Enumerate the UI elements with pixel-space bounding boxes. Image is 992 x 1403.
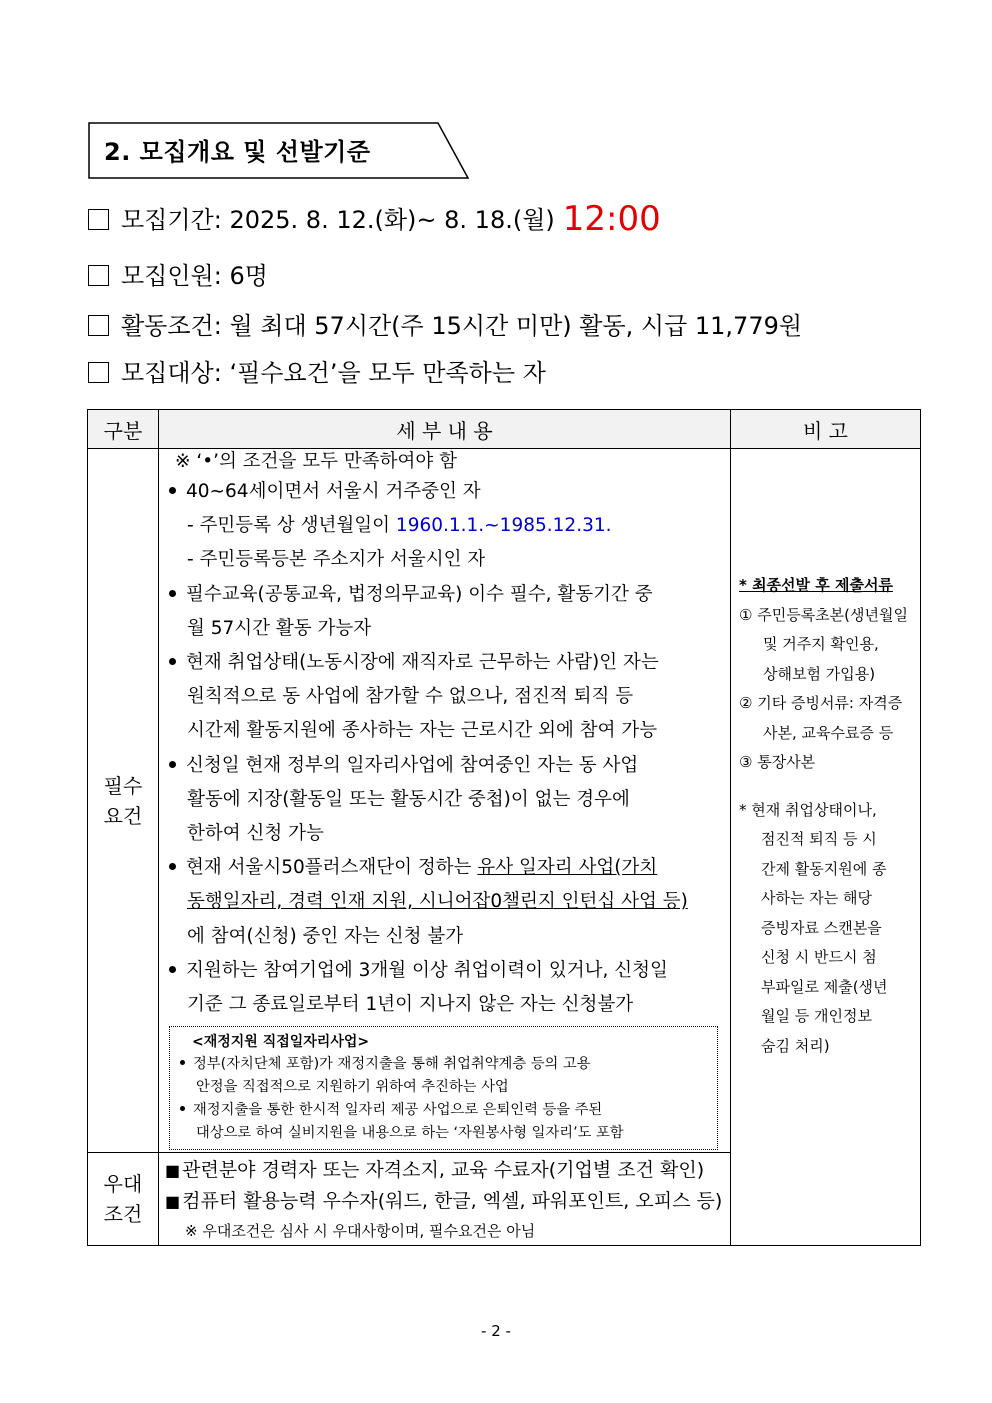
list-item: 월 57시간 활동 가능자 [187,617,372,639]
bullet-period [88,199,661,239]
list-item: ※ ‘•’의 조건을 모두 만족하여야 함 [175,451,458,472]
list-item: 현재 취업상태(노동시장에 재직자로 근무하는 사람)인 자는 [165,646,722,680]
info-box-title: <재정지원 직접일자리사업> [192,1034,370,1051]
direct-jobs-info-box [169,1026,718,1150]
bullet-value: 2025. 8. 12.(화)~ 8. 18.(월) [229,206,555,234]
list-item: 원칙적으로 동 사업에 참가할 수 없으나, 점진적 퇴직 등 [187,686,634,708]
checkbox-square-icon [88,362,109,383]
table-header-row [88,410,921,449]
criteria-table [87,409,921,1246]
list-item: 시간제 활동지원에 종사하는 자는 근로시간 외에 참여 가능 [187,720,658,742]
bullet-dot-icon [169,966,176,973]
remarks-line: 사본, 교육수료증 등 [763,723,894,742]
list-item: 지원하는 참여기업에 3개월 이상 취업이력이 있거나, 신청일 [165,954,722,988]
remarks-line: 상해보험 가입용) [763,664,876,683]
bullet-value: ‘필수요건’을 모두 만족하는 자 [229,359,546,387]
list-item: 기준 그 종료일로부터 1년이 지나지 않은 자는 신청불가 [187,994,634,1016]
checkbox-square-icon [88,209,109,230]
remarks-line: 및 거주지 확인용, [763,635,879,653]
bullet-label: 모집인원: [121,262,222,290]
remarks-note: 월일 등 개인정보 [761,1007,872,1025]
bullet-dot-icon [180,1060,185,1065]
remarks-title: * 최종선발 후 제출서류 [739,576,893,594]
info-box-item: 재정지출을 통한 한시적 일자리 제공 사업으로 은퇴인력 등을 주된 [178,1099,709,1122]
remarks-note: 점진적 퇴직 등 시 [761,830,877,848]
header-category: 구분 [88,410,159,449]
list-item: ■ 관련분야 경력자 또는 자격소지, 교육 수료자(기업별 조건 확인) [165,1159,705,1182]
remarks-note: 숨김 처리) [761,1036,830,1055]
bullet-target [88,357,546,389]
info-box-item: 대상으로 하여 실비지원을 내용으로 하는 ‘자원봉사형 일자리’도 포함 [196,1125,624,1142]
bullet-dot-icon [169,761,176,768]
bullet-dot-icon [169,863,176,870]
remarks-note: 사하는 자는 해당 [761,889,872,907]
checkbox-square-icon [88,315,109,336]
deadline-time: 12:00 [562,199,661,239]
remarks-line: ① 주민등록초본(생년월일 [739,605,908,624]
bullet-value: 월 최대 57시간(주 15시간 미만) 활동, 시급 11,779원 [229,312,803,340]
info-box-item: 안정을 직접적으로 지원하기 위하여 추진하는 사업 [196,1079,509,1096]
preferred-content [159,1153,731,1246]
list-item: 신청일 현재 정부의 일자리사업에 참여중인 자는 동 사업 [165,749,722,783]
preferred-note: ※ 우대조건은 심사 시 우대사항이며, 필수요건은 아님 [185,1222,536,1241]
list-item: 40~64세이면서 서울시 거주중인 자 [165,475,722,509]
remarks-note: 부파일로 제출(생년 [761,977,888,996]
bullet-conditions [88,310,802,342]
bullet-value: 6명 [229,262,268,290]
remarks-line: ② 기타 증빙서류: 자격증 [739,694,903,712]
bullet-dot-icon [169,487,176,494]
bullet-headcount [88,260,268,292]
list-item: 에 참여(신청) 중인 자는 신청 불가 [187,925,464,947]
section-heading [88,122,468,178]
list-item: 필수교육(공통교육, 법정의무교육) 이수 필수, 활동기간 중 [165,578,722,612]
bullet-label: 활동조건: [121,312,222,340]
square-bullet-icon: ■ [165,1192,181,1212]
remarks-note: 신청 시 반드시 첨 [761,948,877,966]
checkbox-square-icon [88,265,109,286]
remarks-note: 증빙자료 스캔본을 [761,918,882,937]
bullet-dot-icon [169,590,176,597]
list-item: - 주민등록등본 주소지가 서울시인 자 [187,549,486,571]
list-item: ■ 컴퓨터 활용능력 우수자(워드, 한글, 엑셀, 파워포인트, 오피스 등) [165,1190,723,1213]
list-item: 한하여 신청 가능 [187,823,324,845]
info-box-item: 정부(자치단체 포함)가 재정지출을 통해 취업취약계층 등의 고용 [178,1053,709,1076]
page-number: - 2 - [481,1322,511,1340]
bullet-label: 모집기간: [121,206,222,234]
list-item: 현재 서울시50플러스재단이 정하는 유사 일자리 사업(가치 [165,851,722,885]
square-bullet-icon: ■ [165,1161,181,1181]
list-item: 동행일자리, 경력 인재 지원, 시니어잡0챌린지 인턴십 사업 등) [187,891,688,913]
birthdate-range: 1960.1.1.~1985.12.31. [395,515,612,537]
remarks-note: * 현재 취업상태이나, [739,800,877,819]
bullet-dot-icon [180,1106,185,1111]
remarks-cell [731,449,921,1246]
preferred-label: 우대 조건 [88,1153,159,1246]
remarks-line: ③ 통장사본 [739,753,816,771]
required-content [159,449,731,1153]
remarks-note: 간제 활동지원에 종 [761,859,887,878]
bullet-label: 모집대상: [121,359,222,387]
header-remarks: 비 고 [731,410,921,449]
list-item: 활동에 지장(활동일 또는 활동시간 중첩)이 없는 경우에 [187,788,630,810]
required-label: 필수 요건 [88,449,159,1153]
list-item: - 주민등록 상 생년월일이 1960.1.1.~1985.12.31. [187,515,612,537]
header-details: 세 부 내 용 [159,410,731,449]
required-row [88,449,921,1153]
bullet-dot-icon [169,658,176,665]
similar-jobs-link-text: 유사 일자리 사업(가치 [477,857,658,879]
section-title: 2. 모집개요 및 선발기준 [104,138,371,166]
